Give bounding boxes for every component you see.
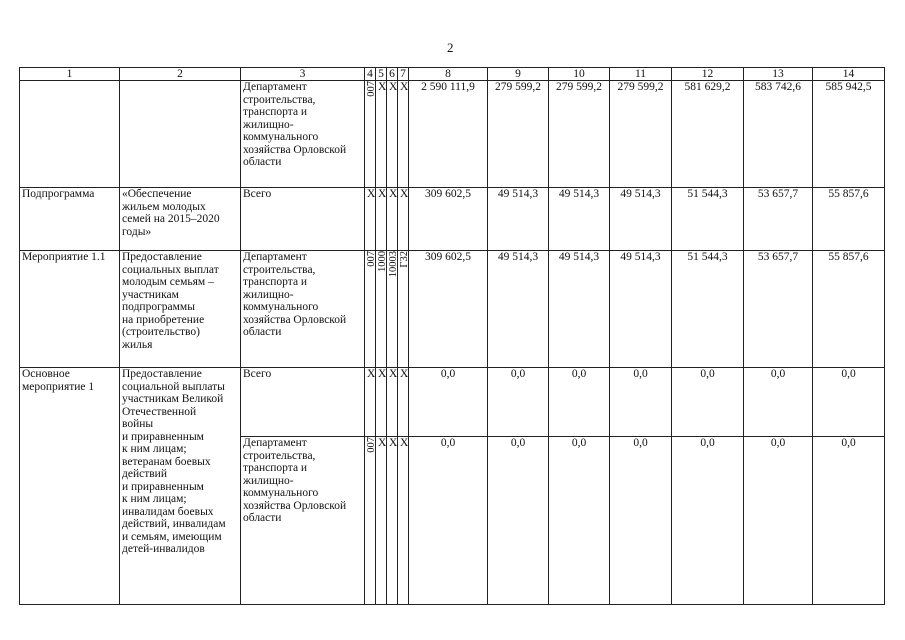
column-header: 8 xyxy=(409,68,488,81)
value-cell: 53 657,7 xyxy=(744,188,813,251)
table-row xyxy=(20,188,885,251)
value-cell: 0,0 xyxy=(744,437,813,605)
value-cell: 583 742,6 xyxy=(744,81,813,188)
column-header: 12 xyxy=(672,68,744,81)
executor-cell: Всего xyxy=(241,368,365,437)
executor-cell: Всего xyxy=(241,188,365,251)
code-cell: X xyxy=(376,437,387,605)
value-cell: 53 657,7 xyxy=(744,251,813,368)
executor-cell: Департамент строительства, транспорта и жилищно- коммунального хозяйства Орловской области xyxy=(241,81,365,188)
value-cell: 581 629,2 xyxy=(672,81,744,188)
code-cell: X xyxy=(398,437,409,605)
value-cell: 585 942,5 xyxy=(813,81,885,188)
value-cell: 0,0 xyxy=(672,368,744,437)
budget-table xyxy=(19,67,885,605)
value-cell: 309 602,5 xyxy=(409,188,488,251)
value-cell: 55 857,6 xyxy=(813,251,885,368)
code-cell: 10003 xyxy=(387,251,398,368)
code-cell: 007 xyxy=(365,437,376,605)
program-name-cell: «Обеспечение жильем молодых семей на 2015–2020 годы» xyxy=(120,188,241,251)
column-header-row xyxy=(20,68,885,81)
value-cell: 0,0 xyxy=(488,368,549,437)
code-cell: X xyxy=(398,81,409,188)
column-header: 14 xyxy=(813,68,885,81)
code-cell: X xyxy=(398,188,409,251)
code-cell: X xyxy=(398,368,409,437)
page-number: 2 xyxy=(447,40,454,55)
column-header: 6 xyxy=(387,68,398,81)
code-cell: X xyxy=(365,368,376,437)
code-cell: Г32 xyxy=(398,251,409,368)
column-header: 10 xyxy=(549,68,610,81)
code-cell: X xyxy=(387,368,398,437)
value-cell: 55 857,6 xyxy=(813,188,885,251)
value-cell: 0,0 xyxy=(610,437,672,605)
code-cell: 1000 xyxy=(376,251,387,368)
column-header: 5 xyxy=(376,68,387,81)
program-name-cell: Предоставление социальных выплат молодым семьям – участникам подпрограммы на приобретение (строительство) жилья xyxy=(120,251,241,368)
value-cell: 49 514,3 xyxy=(610,251,672,368)
value-cell: 49 514,3 xyxy=(610,188,672,251)
value-cell: 0,0 xyxy=(488,437,549,605)
program-name-cell xyxy=(120,81,241,188)
program-type-cell xyxy=(20,81,120,188)
value-cell: 0,0 xyxy=(672,437,744,605)
value-cell: 0,0 xyxy=(610,368,672,437)
code-cell: X xyxy=(376,188,387,251)
value-cell: 0,0 xyxy=(744,368,813,437)
code-cell: X xyxy=(387,437,398,605)
value-cell: 2 590 111,9 xyxy=(409,81,488,188)
program-name-cell: Предоставление социальной выплаты участникам Великой Отечественной войны и приравненным к ним лицам; ветеранам боевых действий и приравненным к ним лицам; инвалидам боевых действий, инвалидам и семьям, имеющим детей-инвалидов xyxy=(120,368,241,605)
value-cell: 279 599,2 xyxy=(610,81,672,188)
value-cell: 279 599,2 xyxy=(488,81,549,188)
value-cell: 0,0 xyxy=(409,368,488,437)
value-cell: 0,0 xyxy=(813,368,885,437)
code-cell: X xyxy=(376,81,387,188)
code-cell: X xyxy=(387,81,398,188)
value-cell: 49 514,3 xyxy=(549,188,610,251)
value-cell: 49 514,3 xyxy=(488,251,549,368)
value-cell: 0,0 xyxy=(813,437,885,605)
value-cell: 279 599,2 xyxy=(549,81,610,188)
value-cell: 0,0 xyxy=(549,368,610,437)
column-header: 1 xyxy=(20,68,120,81)
executor-cell: Департамент строительства, транспорта и жилищно- коммунального хозяйства Орловской области xyxy=(241,437,365,605)
column-header: 2 xyxy=(120,68,241,81)
program-type-cell: Основное мероприятие 1 xyxy=(20,368,120,605)
column-header: 13 xyxy=(744,68,813,81)
program-type-cell: Мероприятие 1.1 xyxy=(20,251,120,368)
value-cell: 49 514,3 xyxy=(549,251,610,368)
code-cell: X xyxy=(387,188,398,251)
code-cell: 007 xyxy=(365,81,376,188)
value-cell: 51 544,3 xyxy=(672,188,744,251)
value-cell: 0,0 xyxy=(549,437,610,605)
table-row xyxy=(20,251,885,368)
table-row xyxy=(20,368,885,437)
column-header: 4 xyxy=(365,68,376,81)
program-type-cell: Подпрограмма xyxy=(20,188,120,251)
value-cell: 0,0 xyxy=(409,437,488,605)
code-cell: X xyxy=(376,368,387,437)
column-header: 3 xyxy=(241,68,365,81)
value-cell: 309 602,5 xyxy=(409,251,488,368)
column-header: 9 xyxy=(488,68,549,81)
column-header: 11 xyxy=(610,68,672,81)
table-row xyxy=(20,81,885,188)
value-cell: 49 514,3 xyxy=(488,188,549,251)
value-cell: 51 544,3 xyxy=(672,251,744,368)
code-cell: 007 xyxy=(365,251,376,368)
column-header: 7 xyxy=(398,68,409,81)
executor-cell: Департамент строительства, транспорта и жилищно- коммунального хозяйства Орловской области xyxy=(241,251,365,368)
code-cell: X xyxy=(365,188,376,251)
